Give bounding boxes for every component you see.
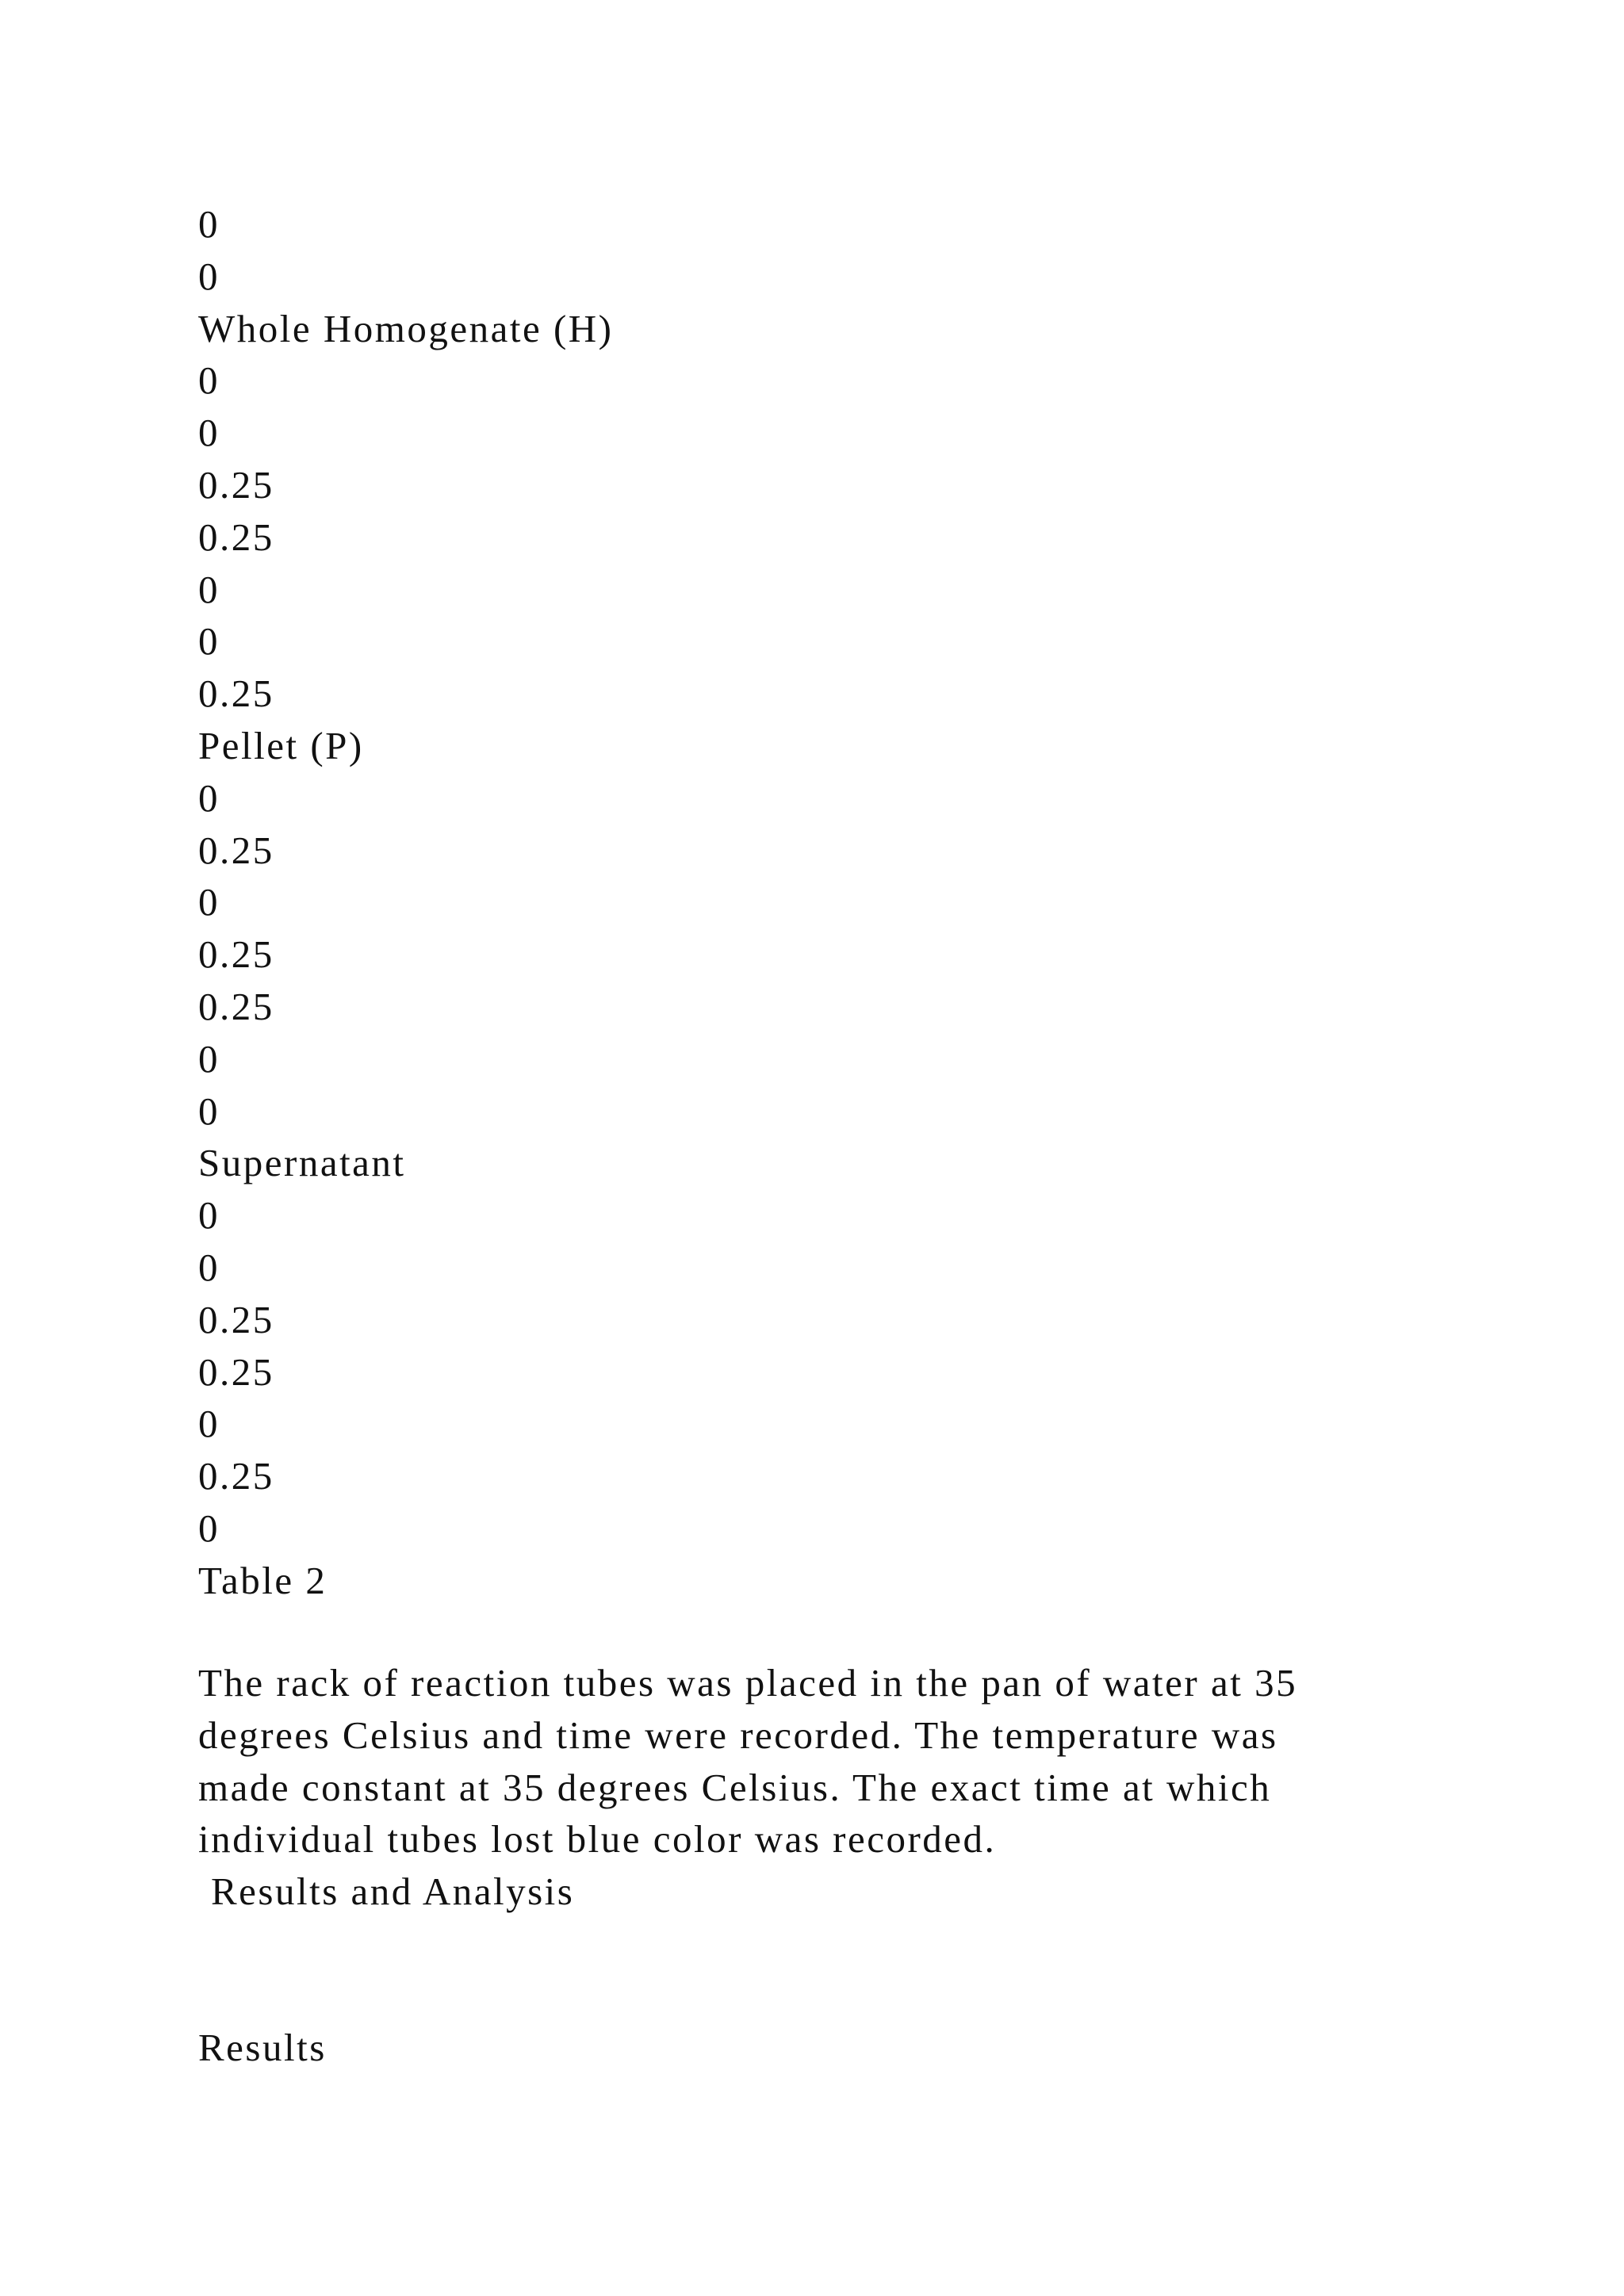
paragraph-line: The rack of reaction tubes was placed in the pan of water at 35 [198,1661,1298,1705]
section-heading: Results and Analysis [211,1869,575,1913]
table-cell: 0 [198,411,220,455]
table-cell: 0 [198,1245,220,1289]
row-label-supernatant: Supernatant [198,1141,406,1185]
table-cell: 0.25 [198,1454,274,1498]
table-cell: 0 [198,254,220,298]
table-cell: 0 [198,775,220,820]
table-cell: 0 [198,202,220,246]
table-cell: 0 [198,619,220,664]
table-column-text [198,198,1435,1607]
table-cell: 0 [198,1402,220,1446]
table-caption: Table 2 [198,1558,327,1602]
table-cell: 0 [198,1089,220,1133]
table-cell: 0 [198,1036,220,1081]
paragraph-line: made constant at 35 degrees Celsius. The exact time at which [198,1765,1272,1809]
table-cell: 0.25 [198,932,274,977]
table-cell: 0 [198,358,220,403]
row-label-pellet: Pellet (P) [198,723,364,767]
table-cell: 0 [198,1193,220,1238]
table-cell: 0.25 [198,672,274,716]
table-cell: 0 [198,567,220,611]
subsection-heading: Results [198,2026,327,2069]
table-cell: 0.25 [198,462,274,507]
table-cell: 0.25 [198,1297,274,1341]
procedure-paragraph [198,1657,1451,1866]
table-cell: 0.25 [198,984,274,1028]
paragraph-line: individual tubes lost blue color was recorded. [198,1817,997,1862]
paragraph-line: degrees Celsius and time were recorded. The temperature was [198,1712,1278,1757]
table-cell: 0.25 [198,515,274,559]
table-cell: 0 [198,880,220,924]
table-cell: 0 [198,1506,220,1550]
row-label-whole-homogenate: Whole Homogenate (H) [198,306,614,350]
table-cell: 0.25 [198,828,274,872]
table-cell: 0.25 [198,1349,274,1394]
